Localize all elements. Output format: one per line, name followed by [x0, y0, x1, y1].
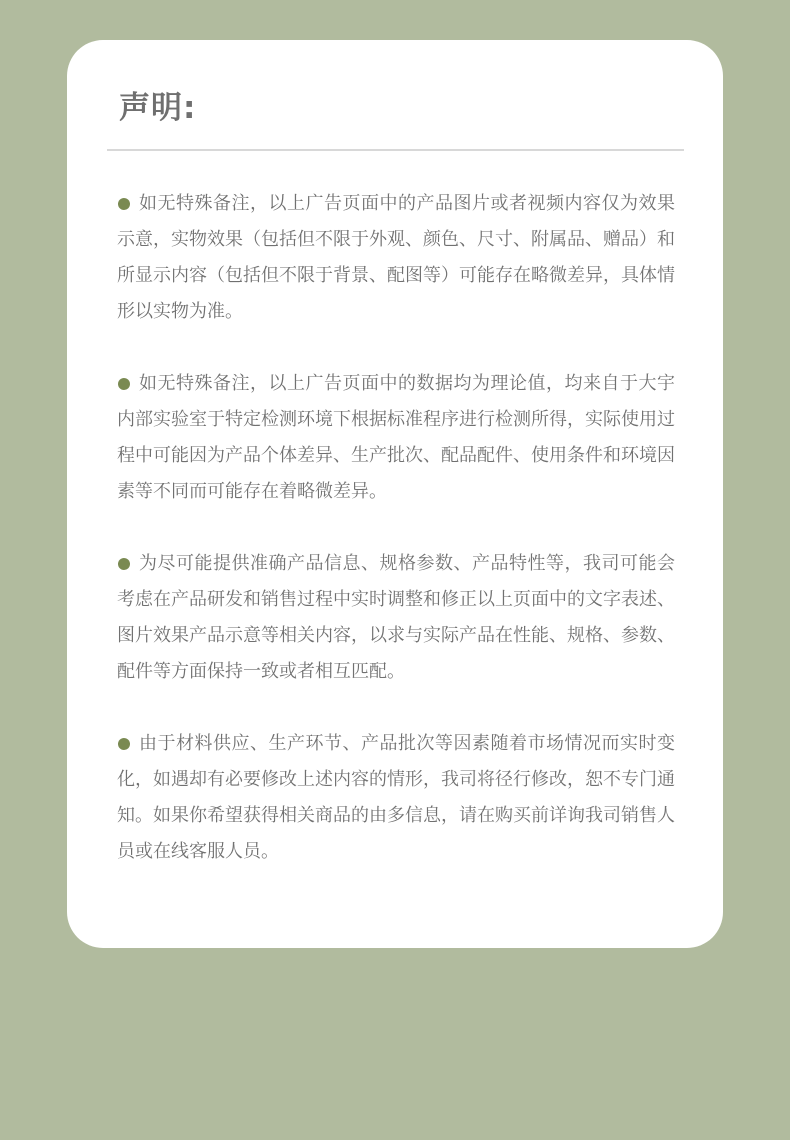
notice-item-text: 如无特殊备注，以上广告页面中的产品图片或者视频内容仅为效果示意，实物效果（包括但不限于外观、颜色、尺寸、附属品、赠品）和所显示内容（包括但不限于背景、配图等）可能存在略微差异，具体情形以实物为准。 — [117, 193, 675, 322]
title-divider — [107, 149, 684, 151]
notice-card — [67, 40, 723, 948]
notice-title: 声明: — [119, 90, 197, 126]
notice-item — [117, 186, 675, 330]
notice-item — [117, 726, 675, 870]
notice-item — [117, 546, 675, 690]
bullet-dot-icon — [118, 198, 130, 210]
notice-list — [117, 186, 675, 870]
notice-item-text: 如无特殊备注，以上广告页面中的数据均为理论值，均来自于大宇内部实验室于特定检测环境下根据标准程序进行检测所得，实际使用过程中可能因为产品个体差异、生产批次、配品配件、使用条件和环境因素等不同而可能存在着略微差异。 — [117, 373, 675, 502]
bullet-dot-icon — [118, 738, 130, 750]
notice-item-text: 由于材料供应、生产环节、产品批次等因素随着市场情况而实时变化，如遇却有必要修改上述内容的情形，我司将径行修改，恕不专门通知。如果你希望获得相关商品的由多信息，请在购买前详询我司销售人员或在线客服人员。 — [117, 733, 675, 862]
notice-item-text: 为尽可能提供准确产品信息、规格参数、产品特性等，我司可能会考虑在产品研发和销售过程中实时调整和修正以上页面中的文字表述、图片效果产品示意等相关内容，以求与实际产品在性能、规格、参数、配件等方面保持一致或者相互匹配。 — [117, 553, 675, 682]
bullet-dot-icon — [118, 558, 130, 570]
bullet-dot-icon — [118, 378, 130, 390]
notice-item — [117, 366, 675, 510]
